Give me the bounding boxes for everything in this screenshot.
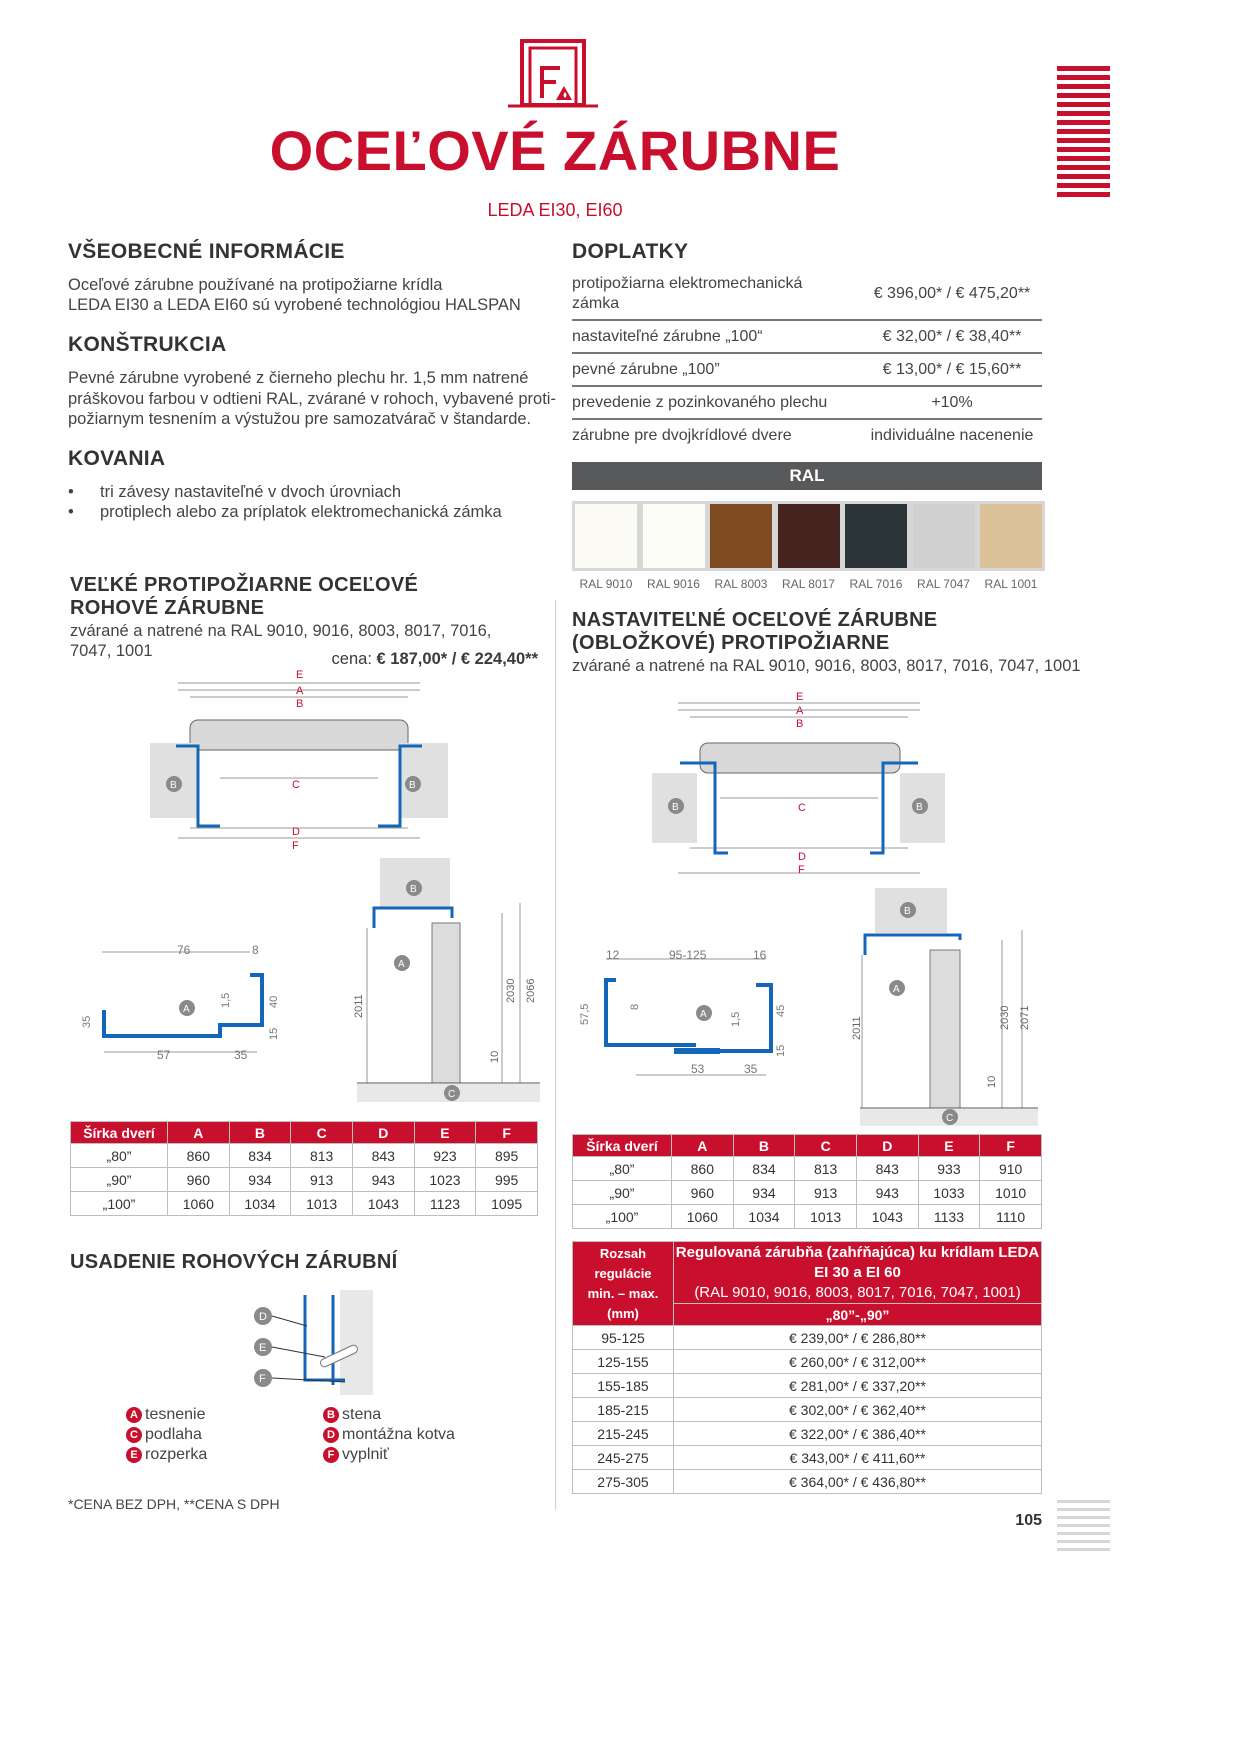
- range-cell: 95-125: [573, 1326, 674, 1350]
- table-cell: 813: [291, 1144, 353, 1168]
- size-header: „80”-„90”: [674, 1304, 1042, 1326]
- mounting-diagram: [245, 1290, 375, 1400]
- wall-marker-b: B: [410, 884, 417, 895]
- addon-price: +10%: [862, 386, 1042, 419]
- legend-text: podlaha: [145, 1426, 202, 1443]
- dim-53: 53: [691, 1062, 705, 1076]
- table-row: [71, 1144, 538, 1168]
- legend-item-d: [323, 1426, 455, 1448]
- wall-marker-b: B: [170, 780, 177, 791]
- addon-label: prevedenie z pozinkovaného plechu: [572, 386, 862, 419]
- seal-marker-a: A: [893, 984, 900, 995]
- dim-letter-a: A: [296, 685, 304, 697]
- range-header-line: Rozsah: [599, 1245, 647, 1261]
- legend-badge: D: [323, 1427, 339, 1443]
- price-label: cena:: [331, 650, 372, 668]
- price-cell: € 239,00* / € 286,80**: [674, 1326, 1042, 1350]
- col-header: C: [291, 1122, 353, 1144]
- adjustable-title-1: NASTAVITEĽNÉ OCEĽOVÉ ZÁRUBNE: [572, 609, 938, 631]
- table-row: [573, 1205, 1042, 1229]
- dim-letter-d: D: [798, 851, 806, 863]
- dim-letter-b: B: [296, 698, 304, 710]
- general-text-2: LEDA EI30 a LEDA EI60 sú vyrobené technológiou HALSPAN: [68, 296, 521, 314]
- addon-price: € 32,00* / € 38,40**: [862, 320, 1042, 353]
- construction-heading: KONŠTRUKCIA: [68, 333, 227, 356]
- color-swatch-9010: [572, 501, 640, 571]
- table-cell: 960: [168, 1168, 230, 1192]
- adjustable-title-2: (OBLOŽKOVÉ) PROTIPOŽIARNE: [572, 632, 890, 654]
- large-frames-desc-1: zvárané a natrené na RAL 9010, 9016, 8003, 8017, 7016,: [70, 622, 492, 640]
- col-header: B: [733, 1135, 795, 1157]
- table-cell: 834: [733, 1157, 795, 1181]
- table-header-row: [573, 1242, 1042, 1304]
- table-cell: 843: [352, 1144, 414, 1168]
- table-cell: 1095: [476, 1192, 538, 1216]
- table-cell: 1013: [291, 1192, 353, 1216]
- large-frame-vertical-section: [352, 858, 542, 1108]
- dim-letter-f: F: [292, 840, 299, 852]
- table-cell: 1060: [168, 1192, 230, 1216]
- wall-marker-b: B: [916, 802, 923, 813]
- dim-letter-d: D: [292, 826, 300, 838]
- wall-marker-b: B: [409, 780, 416, 791]
- adjustable-desc: zvárané a natrené na RAL 9010, 9016, 8003, 8017, 7016, 7047, 1001: [572, 657, 1081, 675]
- legend-text: tesnenie: [145, 1406, 206, 1423]
- table-cell: „90”: [573, 1181, 672, 1205]
- addons-table: [572, 268, 1042, 452]
- range-cell: 185-215: [573, 1398, 674, 1422]
- addon-label: [572, 268, 862, 320]
- table-cell: „80”: [573, 1157, 672, 1181]
- color-swatch-9016: [640, 501, 708, 571]
- footer-stripes: [1057, 1500, 1110, 1556]
- floor-marker-c: C: [946, 1113, 954, 1124]
- price-value: € 187,00* / € 224,40**: [376, 650, 538, 668]
- table-row: [572, 268, 1042, 320]
- table-row: [572, 320, 1042, 353]
- dim-45: 45: [775, 1004, 787, 1017]
- table-cell: 860: [168, 1144, 230, 1168]
- dim-2011: 2011: [851, 1016, 863, 1040]
- col-header: B: [229, 1122, 291, 1144]
- table-row: [71, 1192, 538, 1216]
- col-header: Šírka dverí: [71, 1122, 168, 1144]
- fittings-item-text: protiplech alebo za príplatok elektromechanická zámka: [100, 503, 502, 521]
- table-row: [573, 1157, 1042, 1181]
- col-header: Šírka dverí: [573, 1135, 672, 1157]
- seal-marker-a: A: [183, 1004, 190, 1015]
- color-swatch-7016: [842, 501, 910, 571]
- col-header: F: [980, 1135, 1042, 1157]
- mounting-heading: USADENIE ROHOVÝCH ZÁRUBNÍ: [70, 1251, 398, 1273]
- dim-2030: 2030: [505, 978, 517, 1003]
- large-frames-title-1: VEĽKÉ PROTIPOŽIARNE OCEĽOVÉ: [70, 574, 419, 596]
- range-cell: 155-185: [573, 1374, 674, 1398]
- legend-badge: A: [126, 1407, 142, 1423]
- addon-price: individuálne nacenenie: [870, 427, 1034, 444]
- addon-label-line: zámka: [572, 294, 620, 312]
- dim-2030: 2030: [999, 1005, 1011, 1030]
- dim-35h: 35: [234, 1048, 248, 1062]
- seal-marker-a: A: [700, 1009, 707, 1020]
- legend-text: stena: [342, 1406, 382, 1423]
- marker-f: F: [259, 1373, 266, 1385]
- table-cell: „80”: [71, 1144, 168, 1168]
- table-cell: 1123: [414, 1192, 476, 1216]
- table-row: [573, 1181, 1042, 1205]
- table-row: [573, 1422, 1042, 1446]
- adjustable-dimension-table: [572, 1134, 1042, 1229]
- dim-10: 10: [986, 1075, 998, 1088]
- table-row: [573, 1326, 1042, 1350]
- range-cell: 125-155: [573, 1350, 674, 1374]
- swatch-label: RAL 7047: [917, 577, 970, 591]
- swatch-label: RAL 1001: [984, 577, 1038, 591]
- table-cell: 1110: [980, 1205, 1042, 1229]
- dim-2066: 2066: [525, 978, 537, 1003]
- swatch-label: RAL 8017: [782, 577, 835, 591]
- construction-text-3: požiarnym tesnením a výstužou pre samozatvárač v štandarde.: [68, 410, 532, 428]
- range-cell: 245-275: [573, 1446, 674, 1470]
- dim-35: 35: [744, 1062, 758, 1076]
- legend-item-c: [126, 1426, 202, 1448]
- table-row: [572, 386, 1042, 419]
- table-cell: 895: [476, 1144, 538, 1168]
- table-cell: 913: [795, 1181, 857, 1205]
- addon-label: nastaviteľné zárubne „100“: [572, 320, 862, 353]
- table-cell: 1043: [856, 1205, 918, 1229]
- table-cell: 1033: [918, 1181, 980, 1205]
- addon-label: zárubne pre dvojkrídlové dvere: [572, 427, 792, 444]
- table-cell: 813: [795, 1157, 857, 1181]
- dim-letter-c: C: [798, 802, 806, 814]
- dim-8: 8: [629, 1003, 641, 1010]
- table-cell: 943: [856, 1181, 918, 1205]
- dim-letter-f: F: [798, 864, 805, 876]
- dim-12: 12: [606, 948, 620, 962]
- table-cell: 933: [918, 1157, 980, 1181]
- dim-letter-a: A: [796, 705, 804, 717]
- table-cell: 1034: [229, 1192, 291, 1216]
- adjustable-frame-vertical-section: [850, 880, 1040, 1130]
- large-frame-cross-section: [150, 668, 450, 858]
- adjustable-frame-cross-section: [650, 688, 950, 878]
- table-cell: 934: [229, 1168, 291, 1192]
- table-cell: 934: [733, 1181, 795, 1205]
- table-row: [71, 1168, 538, 1192]
- dim-letter-e: E: [796, 691, 804, 703]
- dim-1-5: 1,5: [220, 992, 232, 1008]
- addon-label: pevné zárubne „100”: [572, 353, 862, 386]
- bullet: •: [68, 503, 74, 521]
- table-cell: 1013: [795, 1205, 857, 1229]
- legend-badge: C: [126, 1427, 142, 1443]
- dim-2071: 2071: [1019, 1005, 1031, 1030]
- table-cell: „90”: [71, 1168, 168, 1192]
- dim-letter-b: B: [796, 718, 804, 730]
- dim-76: 76: [177, 943, 191, 957]
- regulated-title-line: Regulovaná zárubňa (zahŕňajúca) ku krídlam LEDA: [675, 1243, 1040, 1261]
- table-cell: 843: [856, 1157, 918, 1181]
- table-row: [572, 353, 1042, 386]
- legend-badge: E: [126, 1447, 142, 1463]
- legend-text: montážna kotva: [342, 1426, 455, 1443]
- table-row: [573, 1374, 1042, 1398]
- table-row: [573, 1446, 1042, 1470]
- page-number: 105: [1015, 1512, 1042, 1529]
- large-frame-profile: [72, 940, 282, 1070]
- page-title: OCEĽOVÉ ZÁRUBNE: [269, 119, 841, 182]
- large-frames-price: [300, 650, 538, 669]
- price-cell: € 343,00* / € 411,60**: [674, 1446, 1042, 1470]
- page-subtitle: LEDA EI30, EI60: [487, 200, 623, 220]
- fire-door-logo: [508, 38, 598, 110]
- regulated-title-line: EI 30 a EI 60: [814, 1263, 901, 1281]
- marker-e: E: [259, 1342, 267, 1354]
- table-cell: „100”: [573, 1205, 672, 1229]
- range-header-line: min. – max. (mm): [587, 1285, 659, 1321]
- floor-marker-c: C: [448, 1089, 456, 1100]
- addon-label-line: protipožiarna elektromechanická: [572, 274, 803, 292]
- dim-40: 40: [268, 995, 280, 1008]
- table-cell: 860: [672, 1157, 734, 1181]
- price-cell: € 364,00* / € 436,80**: [674, 1470, 1042, 1494]
- fittings-item-1: [68, 481, 401, 503]
- dim-2011: 2011: [353, 994, 365, 1018]
- swatch-label: RAL 7016: [849, 577, 903, 591]
- color-swatch-7047: [910, 501, 978, 571]
- price-note: *CENA BEZ DPH, **CENA S DPH: [68, 1496, 280, 1512]
- swatch-label: RAL 9016: [647, 577, 700, 591]
- table-cell: 1133: [918, 1205, 980, 1229]
- dim-1-5: 1,5: [730, 1011, 742, 1027]
- fittings-item-2: [68, 501, 502, 523]
- dim-57-5: 57,5: [579, 1003, 591, 1025]
- price-cell: € 302,00* / € 362,40**: [674, 1398, 1042, 1422]
- dim-letter-c: C: [292, 779, 300, 791]
- table-header-row: [573, 1135, 1042, 1157]
- price-cell: € 322,00* / € 386,40**: [674, 1422, 1042, 1446]
- table-cell: 913: [291, 1168, 353, 1192]
- legend-badge: F: [323, 1447, 339, 1463]
- ral-bar: RAL: [572, 462, 1042, 490]
- table-cell: 960: [672, 1181, 734, 1205]
- swatch-label: RAL 9010: [579, 577, 633, 591]
- dim-16: 16: [753, 948, 767, 962]
- column-divider: [555, 600, 556, 1510]
- legend-item-b: [323, 1406, 381, 1428]
- marker-d: D: [259, 1311, 267, 1323]
- legend-item-a: [126, 1406, 206, 1428]
- bullet: •: [68, 483, 74, 501]
- table-cell: 923: [414, 1144, 476, 1168]
- addons-heading: DOPLATKY: [572, 240, 689, 263]
- large-frames-dimension-table: [70, 1121, 538, 1216]
- table-cell: 834: [229, 1144, 291, 1168]
- col-header: D: [352, 1122, 414, 1144]
- range-cell: 275-305: [573, 1470, 674, 1494]
- table-row: [573, 1350, 1042, 1374]
- table-row: [573, 1398, 1042, 1422]
- dim-15: 15: [268, 1027, 280, 1040]
- wall-marker-b: B: [672, 802, 679, 813]
- col-header: C: [795, 1135, 857, 1157]
- col-header: A: [672, 1135, 734, 1157]
- table-cell: 1010: [980, 1181, 1042, 1205]
- regulated-ral-list: (RAL 9010, 9016, 8003, 8017, 7016, 7047, 1001): [694, 1283, 1021, 1301]
- dim-15: 15: [775, 1044, 787, 1057]
- large-frames-title-2: ROHOVÉ ZÁRUBNE: [70, 597, 265, 619]
- seal-marker-a: A: [398, 959, 405, 970]
- table-cell: 995: [476, 1168, 538, 1192]
- regulated-frame-table: [572, 1241, 1042, 1494]
- fittings-item-text: tri závesy nastaviteľné v dvoch úrovniach: [100, 483, 402, 501]
- col-header: E: [918, 1135, 980, 1157]
- range-header-line: regulácie: [594, 1265, 652, 1281]
- fittings-heading: KOVANIA: [68, 447, 166, 470]
- table-cell: „100”: [71, 1192, 168, 1216]
- addon-price: € 13,00* / € 15,60**: [862, 353, 1042, 386]
- price-cell: € 281,00* / € 337,20**: [674, 1374, 1042, 1398]
- dim-95-125: 95-125: [669, 948, 707, 962]
- col-header: F: [476, 1122, 538, 1144]
- dim-35: 35: [81, 1015, 93, 1028]
- dim-letter-e: E: [296, 669, 304, 681]
- ral-swatches: [572, 501, 1042, 596]
- col-header: A: [168, 1122, 230, 1144]
- legend-badge: B: [323, 1407, 339, 1423]
- table-header-row: [71, 1122, 538, 1144]
- table-row: [573, 1470, 1042, 1494]
- color-swatch-8003: [707, 501, 775, 571]
- dim-57: 57: [157, 1048, 171, 1062]
- price-cell: € 260,00* / € 312,00**: [674, 1350, 1042, 1374]
- table-cell: 1043: [352, 1192, 414, 1216]
- swatch-label: RAL 8003: [714, 577, 768, 591]
- legend-item-e: [126, 1446, 207, 1468]
- col-header: E: [414, 1122, 476, 1144]
- general-heading: VŠEOBECNÉ INFORMÁCIE: [68, 240, 345, 263]
- table-cell: 1023: [414, 1168, 476, 1192]
- general-text-1: Oceľové zárubne používané na protipožiarne krídla: [68, 276, 443, 294]
- decorative-stripes: [1057, 66, 1110, 201]
- color-swatch-1001: [977, 501, 1045, 571]
- table-cell: 910: [980, 1157, 1042, 1181]
- regulated-title-cell: [674, 1242, 1042, 1304]
- wall-marker-b: B: [904, 906, 911, 917]
- range-header: [573, 1242, 674, 1326]
- range-cell: 215-245: [573, 1422, 674, 1446]
- col-header: D: [856, 1135, 918, 1157]
- adjustable-frame-profile: [576, 945, 796, 1080]
- table-cell: 1034: [733, 1205, 795, 1229]
- addon-price: € 396,00* / € 475,20**: [862, 268, 1042, 320]
- color-swatch-8017: [775, 501, 843, 571]
- dim-8: 8: [252, 943, 259, 957]
- construction-text-2: práškovou farbou v odtieni RAL, zvárané v rohoch, vybavené proti-: [68, 390, 556, 408]
- dim-10: 10: [489, 1050, 501, 1063]
- legend-text: vyplniť: [342, 1446, 389, 1463]
- table-row: [572, 419, 1042, 452]
- legend-text: rozperka: [145, 1446, 208, 1463]
- table-cell: 943: [352, 1168, 414, 1192]
- table-cell: 1060: [672, 1205, 734, 1229]
- construction-text-1: Pevné zárubne vyrobené z čierneho plechu hr. 1,5 mm natrené: [68, 369, 529, 387]
- legend-item-f: [323, 1446, 389, 1468]
- large-frames-desc-2: 7047, 1001: [70, 642, 153, 660]
